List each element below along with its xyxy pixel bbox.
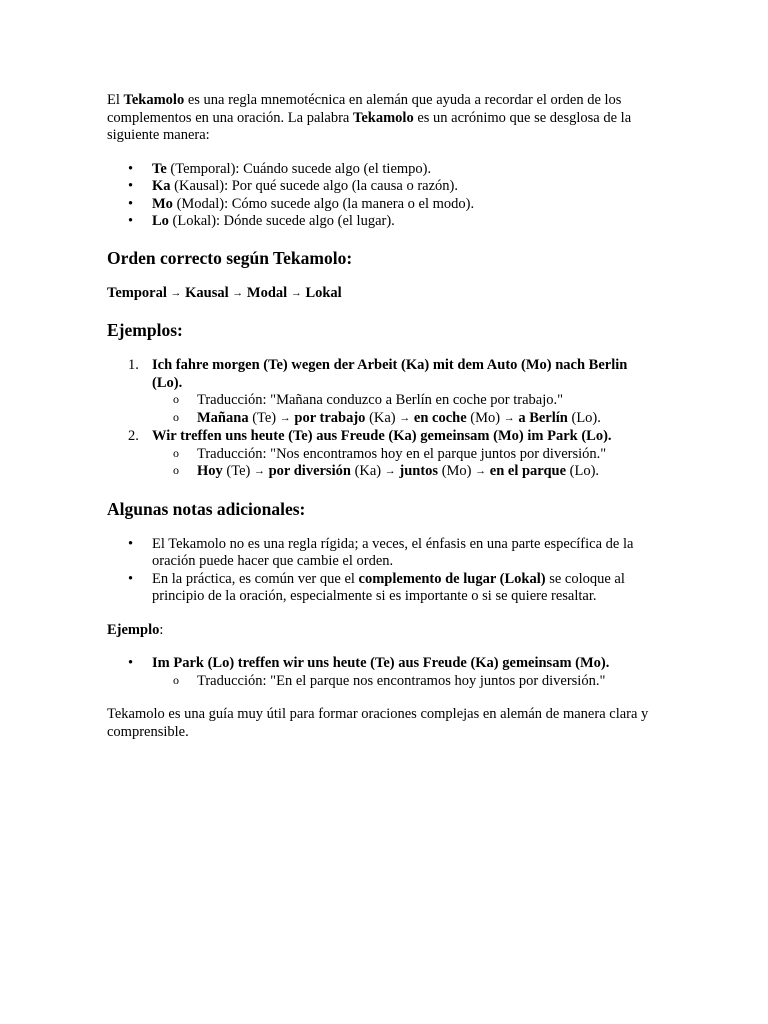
intro-paragraph	[107, 92, 661, 145]
extra-example-sentence: Im Park (Lo) treffen wir uns heute (Te) aus Freude (Ka) gemeinsam (Mo).	[152, 655, 610, 671]
intro-text: es una regla mnemotécnica en alemán que ayuda a recordar el orden de los complementos en una oración. La palabra	[107, 92, 622, 126]
component-desc: (Temporal): Cuándo sucede algo (el tiempo).	[166, 160, 432, 177]
component-desc: (Lokal): Dónde sucede algo (el lugar).	[168, 213, 395, 229]
breakdown-tag: (Te)	[222, 463, 254, 479]
arrow-icon: →	[232, 286, 244, 299]
breakdown-tag: (Lo).	[566, 463, 600, 479]
order-item: Lokal	[305, 284, 342, 301]
list-item	[107, 196, 661, 214]
breakdown-tag: (Mo)	[466, 409, 504, 426]
extra-example-list	[107, 655, 661, 690]
arrow-icon: →	[290, 286, 302, 299]
translation: o Traducción: "Nos encontramos hoy en el parque juntos por diversión."	[152, 446, 661, 464]
extra-example-label	[107, 622, 661, 640]
arrow-icon: →	[503, 411, 515, 424]
intro-text: es un acrónimo que se desglosa de la siguiente manera:	[107, 109, 632, 143]
list-item	[107, 571, 661, 606]
order-item: Modal	[246, 284, 288, 301]
component-abbr: Lo	[152, 213, 169, 229]
breakdown-tag: (Te)	[248, 409, 280, 426]
examples-list	[107, 357, 661, 482]
intro-term: Tekamolo	[123, 92, 185, 108]
examples-heading: Ejemplos:	[107, 320, 183, 340]
extra-example-colon: :	[159, 621, 164, 638]
arrow-icon: →	[475, 465, 487, 477]
example-item	[107, 428, 661, 482]
order-heading: Orden correcto según Tekamolo:	[107, 247, 353, 268]
list-item	[107, 655, 661, 690]
breakdown-tag: (Mo)	[438, 463, 476, 479]
breakdown-tag: (Lo).	[567, 409, 601, 426]
breakdown-word: por trabajo	[294, 409, 366, 426]
breakdown	[152, 410, 661, 429]
translation: o Traducción: "En el parque nos encontramos hoy juntos por diversión."	[107, 673, 661, 691]
components-list	[107, 161, 661, 231]
component-abbr: Ka	[152, 178, 171, 194]
note-text: se coloque al principio de la oración, especialmente si es importante o si se quiere resaltar.	[152, 570, 625, 604]
example-item	[107, 357, 661, 428]
list-item	[107, 213, 661, 231]
component-abbr: Te	[152, 160, 167, 177]
breakdown-tag: (Ka)	[365, 409, 400, 426]
arrow-icon: →	[399, 411, 411, 424]
notes-list	[107, 536, 661, 606]
list-item: • El Tekamolo no es una regla rígida; a veces, el énfasis en una parte específica de la oración puede hacer que cambie el orden.	[107, 536, 661, 571]
breakdown-word: Mañana	[197, 409, 249, 426]
example-details	[152, 446, 661, 482]
example-number: 1.	[128, 357, 139, 373]
arrow-icon: →	[170, 286, 182, 299]
note-text: En la práctica, es común ver que el	[152, 570, 359, 587]
breakdown	[152, 463, 661, 482]
example-sentence: Ich fahre morgen (Te) wegen der Arbeit (Ka) mit dem Auto (Mo) nach Berlin (Lo).	[152, 357, 628, 391]
intro-text: El	[107, 92, 124, 108]
note-emphasis: complemento de lugar (Lokal)	[358, 570, 546, 587]
list-item	[107, 178, 661, 196]
breakdown-word: Hoy	[197, 463, 223, 479]
component-desc: (Kausal): Por qué sucede algo (la causa o razón).	[170, 178, 458, 194]
component-abbr: Mo	[152, 195, 173, 212]
arrow-icon: →	[279, 411, 291, 424]
breakdown-word: en coche	[413, 409, 467, 426]
arrow-icon: →	[253, 465, 265, 477]
extra-example-details	[107, 673, 661, 691]
component-desc: (Modal): Cómo sucede algo (la manera o el modo).	[172, 195, 475, 212]
closing-paragraph: Tekamolo es una guía muy útil para formar oraciones complejas en alemán de manera clara y comprensible.	[107, 706, 649, 740]
example-details	[152, 392, 661, 428]
order-item: Temporal	[107, 284, 167, 301]
translation: o Traducción: "Mañana conduzco a Berlín en coche por trabajo."	[152, 392, 661, 410]
notes-heading: Algunas notas adicionales:	[107, 498, 306, 519]
breakdown-word: en el parque	[489, 463, 567, 479]
example-number: 2.	[128, 428, 139, 444]
order-sequence	[107, 285, 661, 304]
breakdown-word: juntos	[399, 463, 439, 479]
breakdown-tag: (Ka)	[350, 463, 385, 479]
intro-term: Tekamolo	[353, 109, 414, 126]
breakdown-word: por diversión	[268, 463, 351, 479]
order-item: Kausal	[185, 284, 229, 301]
arrow-icon: →	[384, 465, 396, 477]
breakdown-word: a Berlín	[518, 409, 568, 426]
extra-example-label-text: Ejemplo	[107, 621, 160, 638]
example-sentence: Wir treffen uns heute (Te) aus Freude (Ka) gemeinsam (Mo) im Park (Lo).	[152, 428, 612, 444]
list-item	[107, 161, 661, 179]
